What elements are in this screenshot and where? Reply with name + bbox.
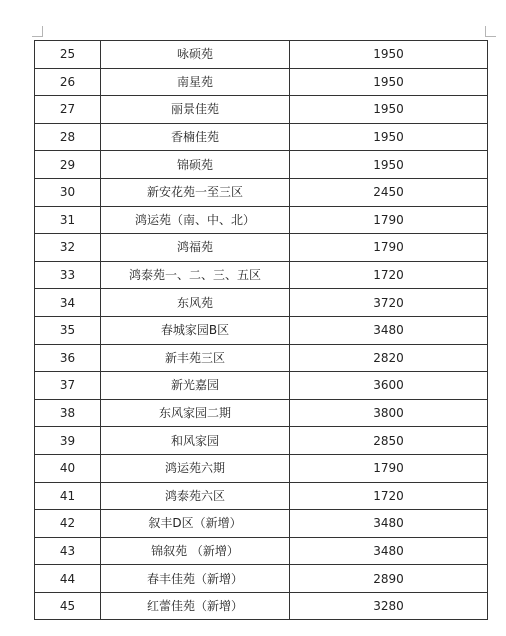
value-cell: 1950 (290, 68, 488, 96)
value-cell: 1790 (290, 206, 488, 234)
community-name-cell: 咏硕苑 (101, 41, 290, 69)
community-name-cell: 鸿泰苑一、二、三、五区 (101, 261, 290, 289)
value-cell: 1950 (290, 123, 488, 151)
table-row (35, 206, 488, 234)
value-cell: 3480 (290, 510, 488, 538)
value-cell: 3800 (290, 399, 488, 427)
page-margin-mark-top-left (32, 26, 43, 37)
row-number-cell: 38 (35, 399, 101, 427)
table-row (35, 289, 488, 317)
community-name-cell: 新光嘉园 (101, 372, 290, 400)
community-name-cell: 鸿运苑六期 (101, 454, 290, 482)
community-name-cell: 东风家园二期 (101, 399, 290, 427)
table-row (35, 482, 488, 510)
table-row (35, 234, 488, 262)
table-row (35, 399, 488, 427)
row-number-cell: 33 (35, 261, 101, 289)
row-number-cell: 37 (35, 372, 101, 400)
value-cell: 3720 (290, 289, 488, 317)
community-name-cell: 南星苑 (101, 68, 290, 96)
table-row (35, 68, 488, 96)
value-cell: 1950 (290, 151, 488, 179)
row-number-cell: 35 (35, 316, 101, 344)
row-number-cell: 30 (35, 178, 101, 206)
value-cell: 1790 (290, 234, 488, 262)
row-number-cell: 27 (35, 96, 101, 124)
value-cell: 2890 (290, 565, 488, 593)
value-cell: 2850 (290, 427, 488, 455)
table-row (35, 261, 488, 289)
value-cell: 3480 (290, 316, 488, 344)
value-cell: 3480 (290, 537, 488, 565)
table-row (35, 592, 488, 620)
community-name-cell: 东风苑 (101, 289, 290, 317)
community-name-cell: 和风家园 (101, 427, 290, 455)
row-number-cell: 45 (35, 592, 101, 620)
value-cell: 3280 (290, 592, 488, 620)
community-name-cell: 新安花苑一至三区 (101, 178, 290, 206)
value-cell: 1720 (290, 482, 488, 510)
table-row (35, 372, 488, 400)
row-number-cell: 36 (35, 344, 101, 372)
community-name-cell: 鸿泰苑六区 (101, 482, 290, 510)
community-name-cell: 鸿福苑 (101, 234, 290, 262)
community-name-cell: 春丰佳苑（新增） (101, 565, 290, 593)
row-number-cell: 26 (35, 68, 101, 96)
table-row (35, 41, 488, 69)
value-cell: 1950 (290, 96, 488, 124)
value-cell: 1720 (290, 261, 488, 289)
row-number-cell: 42 (35, 510, 101, 538)
community-name-cell: 丽景佳苑 (101, 96, 290, 124)
table-row (35, 427, 488, 455)
value-cell: 1790 (290, 454, 488, 482)
row-number-cell: 31 (35, 206, 101, 234)
table-row (35, 510, 488, 538)
table-row (35, 344, 488, 372)
value-cell: 2450 (290, 178, 488, 206)
row-number-cell: 39 (35, 427, 101, 455)
row-number-cell: 44 (35, 565, 101, 593)
value-cell: 3600 (290, 372, 488, 400)
row-number-cell: 29 (35, 151, 101, 179)
community-name-cell: 锦叙苑 （新增） (101, 537, 290, 565)
table-row (35, 151, 488, 179)
row-number-cell: 40 (35, 454, 101, 482)
community-name-cell: 锦硕苑 (101, 151, 290, 179)
community-name-cell: 香楠佳苑 (101, 123, 290, 151)
row-number-cell: 41 (35, 482, 101, 510)
value-cell: 2820 (290, 344, 488, 372)
row-number-cell: 25 (35, 41, 101, 69)
table-row (35, 454, 488, 482)
community-name-cell: 红蕾佳苑（新增） (101, 592, 290, 620)
row-number-cell: 28 (35, 123, 101, 151)
community-name-cell: 春城家园B区 (101, 316, 290, 344)
community-name-cell: 叙丰D区（新增） (101, 510, 290, 538)
residential-area-table (34, 40, 488, 620)
row-number-cell: 34 (35, 289, 101, 317)
row-number-cell: 32 (35, 234, 101, 262)
community-name-cell: 鸿运苑（南、中、北） (101, 206, 290, 234)
value-cell: 1950 (290, 41, 488, 69)
table-row (35, 178, 488, 206)
table-row (35, 565, 488, 593)
row-number-cell: 43 (35, 537, 101, 565)
table-row (35, 96, 488, 124)
table-row (35, 316, 488, 344)
table-row (35, 537, 488, 565)
table-body (35, 41, 488, 620)
page-margin-mark-top-right (485, 26, 496, 37)
table-row (35, 123, 488, 151)
community-name-cell: 新丰苑三区 (101, 344, 290, 372)
